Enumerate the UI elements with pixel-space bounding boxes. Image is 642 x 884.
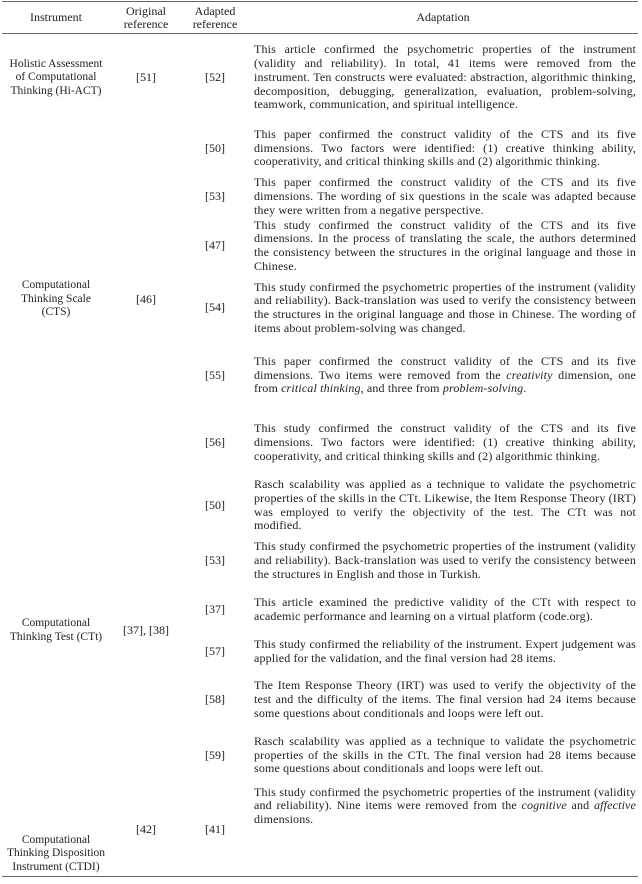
italic-term: affective bbox=[594, 798, 637, 813]
header-adapted-reference: Adapted reference bbox=[182, 2, 248, 34]
adapted-reference: [50] bbox=[205, 140, 225, 155]
text-part: dimension, one from bbox=[254, 367, 636, 396]
adaptation-text: This study confirmed the construct validity of the CTS and its five dimensions. In the process of translating the scale, the authors determined the consistency between the structures in the original language and those in Chinese. bbox=[254, 217, 636, 273]
adapted-reference: [58] bbox=[205, 692, 225, 707]
original-reference: [42] bbox=[110, 784, 182, 877]
text-part: . bbox=[523, 381, 527, 396]
adaptation-text: This paper confirmed the construct validity of the CTS and its five dimensions. Two factors were identified: (1) creative thinking ability, cooperativity, and critical thinking skills and (2) algorithmic thinking. bbox=[254, 126, 636, 169]
adapted-reference: [57] bbox=[205, 643, 225, 658]
adapted-reference: [53] bbox=[205, 553, 225, 568]
adapted-reference: [55] bbox=[205, 367, 225, 382]
header-original-reference: Original reference bbox=[110, 2, 182, 34]
adapted-reference: [41] bbox=[182, 784, 248, 877]
adaptation-text: This study confirmed the psychometric properties of the instrument (validity and reliability). Back-translation was used to verify the consistency between the structures in English and those in Turkish. bbox=[254, 539, 636, 581]
adapted-reference: [56] bbox=[205, 435, 225, 450]
original-reference: [51] bbox=[136, 69, 156, 84]
text-part: dimensions. bbox=[254, 811, 314, 826]
header-row bbox=[2, 2, 638, 34]
text-part: , and three from bbox=[360, 381, 443, 396]
adaptation-text: Rasch scalability was applied as a technique to validate the psychometric properties of the skills in the CTt. Likewise, the Item Response Theory (IRT) was employed to verify the objectivity of the test. The CTt was not modified. bbox=[254, 477, 636, 533]
table-row bbox=[2, 784, 638, 877]
original-reference: [37], [38] bbox=[123, 622, 169, 637]
adapted-reference: [52] bbox=[205, 69, 225, 84]
adaptation-text: This study confirmed the construct validity of the CTS and its five dimensions. Two factors were identified: (1) creative thinking ability, cooperativity, and critical thinking skills and (2) algorithmic thinking. bbox=[254, 421, 636, 463]
adapted-reference: [59] bbox=[205, 747, 225, 762]
adaptation-text bbox=[248, 784, 638, 877]
adaptation-text: This paper confirmed the construct validity of the CTS and its five dimensions. The wording of six questions in the scale was adapted because they were written from a negative perspective. bbox=[254, 175, 636, 217]
adaptation-text bbox=[248, 343, 638, 409]
header-adaptation: Adaptation bbox=[248, 2, 638, 34]
adapted-reference: [47] bbox=[205, 238, 225, 253]
adaptation-text: This study confirmed the reliability of the instrument. Expert judgement was applied for the validation, and the final version had 28 items. bbox=[254, 636, 636, 665]
original-reference: [46] bbox=[136, 291, 156, 306]
instrument-name: Computational Thinking Test (CTt) bbox=[9, 617, 103, 643]
adaptation-table bbox=[2, 1, 638, 877]
text-part: This paper confirmed the construct validity of the CTS and its five dimensions. Two items were removed from the bbox=[254, 353, 636, 382]
italic-term: creativity bbox=[506, 367, 553, 382]
table-row bbox=[2, 478, 638, 534]
italic-term: critical thinking bbox=[281, 381, 361, 396]
text-part: and bbox=[566, 798, 595, 813]
instrument-name: Computational Thinking Disposition Instrument (CTDI) bbox=[2, 784, 110, 877]
adapted-reference: [54] bbox=[205, 300, 225, 315]
adaptation-text: Rasch scalability was applied as a technique to validate the psychometric properties of the skills in the CTt. The final version had 28 items because some questions about conditionals and loops were left out. bbox=[254, 733, 636, 776]
instrument-name: Computational Thinking Scale (CTS) bbox=[21, 279, 91, 319]
header-instrument: Instrument bbox=[2, 2, 110, 34]
adaptation-text: This study confirmed the psychometric properties of the instrument (validity and reliability). Back-translation was used to verify the consistency between the structures in the original language and those in Chinese. The wording of items about problem-solving was changed. bbox=[254, 279, 636, 335]
adapted-reference: [50] bbox=[205, 497, 225, 512]
table-row bbox=[2, 34, 638, 122]
adapted-reference: [53] bbox=[205, 189, 225, 204]
italic-term: cognitive bbox=[521, 798, 567, 813]
instrument-name: Holistic Assessment of Computational Thinking (Hi-ACT) bbox=[9, 57, 103, 97]
italic-term: problem-solving bbox=[442, 381, 524, 396]
text-part: This study confirmed the psychometric properties of the instrument (validity and reliability). Nine items were removed from the bbox=[254, 784, 636, 813]
table-row bbox=[2, 122, 638, 176]
adapted-reference: [37] bbox=[205, 601, 225, 616]
adaptation-text: This article examined the predictive validity of the CTt with respect to academic performance and learning on a virtual platform (code.org). bbox=[254, 594, 636, 623]
adaptation-text: This article confirmed the psychometric properties of the instrument (validity and reliability). In total, 41 items were removed from the instrument. Ten constructs were evaluated: abstraction, algorithmic thinking, decomposition, debugging, generalization, evaluation, problem-solving, teamwork, communication, and spiritual intelligence. bbox=[254, 42, 636, 112]
adaptation-text: The Item Response Theory (IRT) was used to verify the objectivity of the test and the difficulty of the items. The final version had 24 items because some questions about conditionals and loops were left out. bbox=[254, 678, 636, 720]
